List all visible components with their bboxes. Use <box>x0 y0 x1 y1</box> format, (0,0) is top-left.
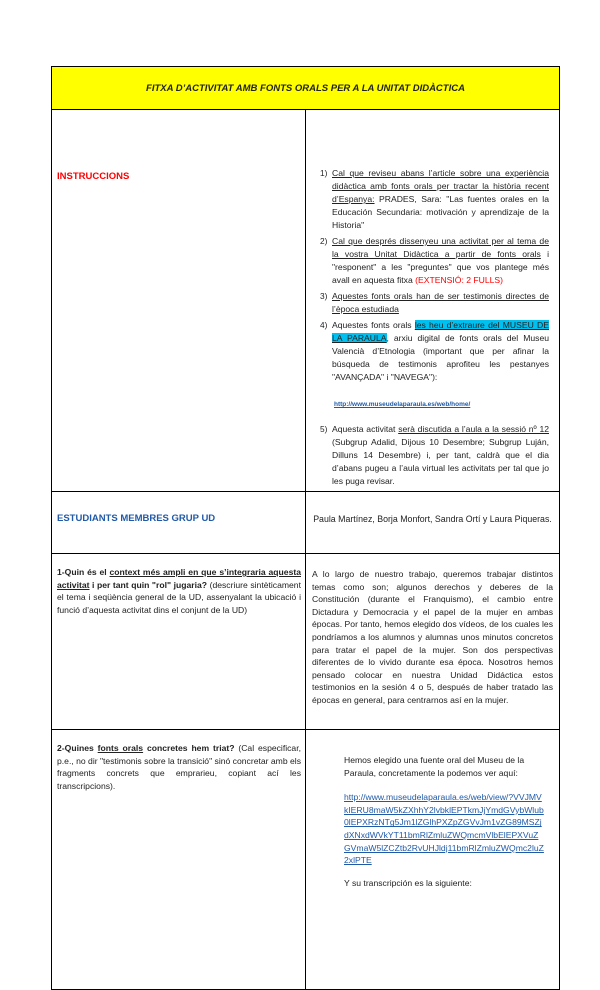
instruction-number: 4) <box>320 320 328 330</box>
museum-link[interactable]: http://www.museudelaparaula.es/web/home/ <box>334 401 471 408</box>
museum-highlight: les heu d’extraure del MUSEU DE LA PARAULA <box>332 320 549 343</box>
answer-1: A lo largo de nuestro trabajo, queremos trabajar distintos temas como son; algunos derechos y deberes de la Constitución (durante el Franquismo), el cambio entre Dictadura y Democracia y el papel de la mujer en ambas épocas. Por tanto, hemos elegido dos vídeos, de los cuales les pondríamos a los alumnos y alumnas unos minutos concretos para tratar el papel de la mujer. Son dos perspectivas diferentes de lo vivido durante esa época. Nosotros hemos pensado colocar en nuestra Unidad Didáctica estos testimonios en la sesión 4 o 5, después de haber tratado las épocas en general, para centrarnos así en la mujer. <box>306 554 560 730</box>
instruction-number: 5) <box>320 424 328 434</box>
question-text: (descriure sintèticament el tema i seqüència general de la UD, assenyalant la ubicació i funció d’aquesta activitat dins el conjunt de la UD) <box>57 579 301 615</box>
instruction-item-2 <box>320 235 549 287</box>
activity-form-table <box>51 66 560 990</box>
instruction-text: serà discutida a l’aula a la sessió nº 12 <box>398 424 549 434</box>
instruction-text: Aquesta activitat <box>332 424 399 434</box>
question-text: i per tant quin "rol" jugaria? <box>89 579 208 590</box>
transcription-label: Y su transcripción es la siguiente: <box>344 877 472 888</box>
question-text: fonts orals <box>97 743 144 753</box>
question-text: concretes hem triat? <box>143 743 235 753</box>
instruction-number: 1) <box>320 168 328 178</box>
instruction-text: Aquestes fonts orals <box>332 320 415 330</box>
instruction-text: Aquestes fonts orals han de ser testimonis directes de l’època estudiada <box>332 291 549 314</box>
instruction-item-3 <box>320 290 549 316</box>
question-1 <box>52 554 306 730</box>
members-header: ESTUDIANTS MEMBRES GRUP UD <box>52 492 306 554</box>
instruction-text: Cal que reviseu abans l’article sobre una experiència didàctica amb fonts orals per tractar la història recent d’Espanya: <box>332 168 549 204</box>
instructions-content <box>306 110 560 492</box>
question-text: (Cal especificar, p.e., no dir "testimonis sobre la transició" sinó concretar amb els fragments concrets que emprarieu, copiant ací les transcripcions). <box>57 743 301 791</box>
members-names: Paula Martínez, Borja Monfort, Sandra Ortí y Laura Piqueras. <box>306 492 560 554</box>
source-link[interactable]: http://www.museudelaparaula.es/web/view/?VVJMVkIERU8maW5kZXhhY2lvbklEPTkmJjYmdGVybWlub0lEPXRzNTg5Jm1lZGlhPXZpZGVvJm1vZG89MSZjdXNxdWVkYT11bmRlZmluZWQmcmVlbElEPXVuZGVmaW5lZCZtb2RvUHJldj11bmRlZmluZWQmc2luZ2xlPTE <box>344 792 544 866</box>
answer-2 <box>306 730 560 990</box>
question-text: 1-Quin és el <box>57 567 110 577</box>
answer-intro: Hemos elegido una fuente oral del Museu de la Paraula, concretamente la podemos ver aquí: <box>344 755 525 778</box>
instruction-text: (Subgrup Adalid, Dijous 10 Desembre; Subgrup Luján, Dilluns 14 Desembre) i, per tant, caldrà que el dia d’abans pugeu a l’aula virtual les activitats per tal que jo les puga revisar. <box>332 437 549 486</box>
question-text: context més ampli en que s’integraria aquesta activitat <box>57 567 301 590</box>
instruction-item-1 <box>320 167 549 232</box>
question-text: 2-Quines <box>57 743 98 753</box>
instruction-number: 2) <box>320 236 328 246</box>
instructions-header: INSTRUCCIONS <box>52 110 306 492</box>
instruction-item-5 <box>320 423 549 488</box>
instruction-text: Cal que després dissenyeu una activitat per al tema de la vostra Unitat Didàctica a partir de fonts orals <box>332 236 549 259</box>
instruction-text: i "responent" a les "preguntes" que vos plantege més avall en aquesta fitxa <box>332 249 549 285</box>
question-2 <box>52 730 306 990</box>
form-title: FITXA D’ACTIVITAT AMB FONTS ORALS PER A LA UNITAT DIDÀCTICA <box>52 67 560 110</box>
extension-note: (EXTENSIÓ: 2 FULLS) <box>415 275 504 285</box>
instruction-number: 3) <box>320 291 328 301</box>
instruction-text: PRADES, Sara: "Las fuentes orales en la Educación Secundaria: motivación y aprendizaje de la Historia" <box>332 194 549 230</box>
instruction-text: , arxiu digital de fonts orals del Museu Valencià d’Etnologia (important que per afinar la búsqueda de testimonis aprofiteu les pestanyes "AVANÇADA" i "NAVEGA"): <box>332 333 550 382</box>
instruction-item-4 <box>320 319 549 384</box>
